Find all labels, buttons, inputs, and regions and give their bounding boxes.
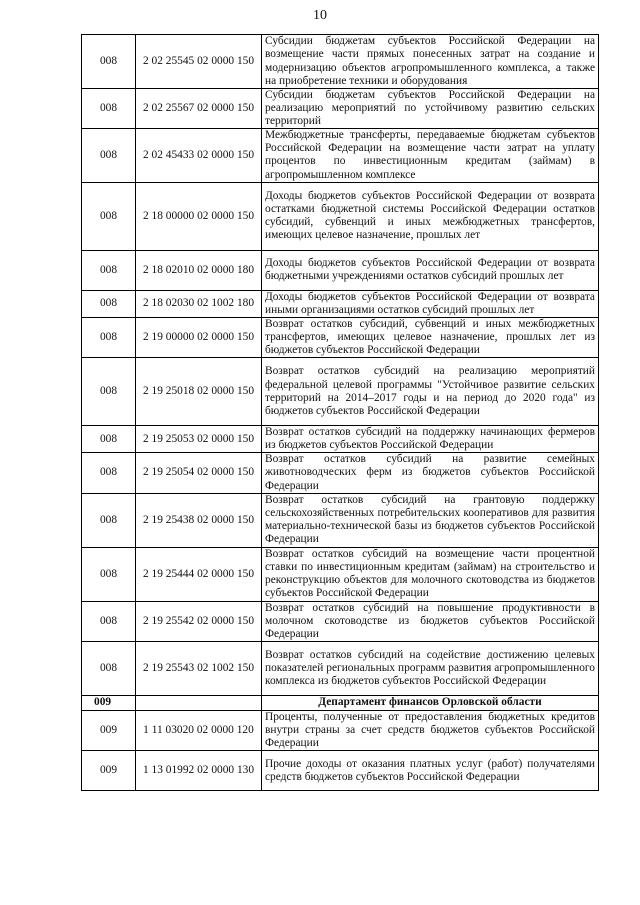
table-row <box>82 710 599 750</box>
revenue-description-cell: Департамент финансов Орловской области <box>262 695 599 710</box>
revenue-description-cell: Возврат остатков субсидий на грантовую поддержку сельскохозяйственных потребительских кооперативов для развития материально-технической базы из бюджетов субъектов Российской Федерации <box>262 493 599 547</box>
revenue-description-cell: Межбюджетные трансферты, передаваемые бюджетам субъектов Российской Федерации на возмещение части затрат на уплату процентов по инвестиционным кредитам (займам) в агропромышленном комплексе <box>262 129 599 182</box>
admin-code-cell: 008 <box>82 317 136 357</box>
table-row <box>82 317 599 357</box>
admin-code-cell: 009 <box>82 695 136 710</box>
revenue-code-cell: 2 19 00000 02 0000 150 <box>136 317 262 357</box>
revenue-description-cell: Возврат остатков субсидий на реализацию мероприятий федеральной целевой программы "Устойчивое развитие сельских территорий на 2014–2017 годы и на период до 2020 года" из бюджетов субъектов Российской Федерации <box>262 358 599 426</box>
page-number: 10 <box>313 8 327 23</box>
revenue-description-cell: Возврат остатков субсидий на содействие достижению целевых показателей региональных программ развития агропромышленного комплекса из бюджетов субъектов Российской Федерации <box>262 641 599 695</box>
table-row <box>82 601 599 641</box>
admin-code-cell: 008 <box>82 290 136 317</box>
admin-code-cell: 008 <box>82 182 136 250</box>
revenue-description-cell: Доходы бюджетов субъектов Российской Федерации от возврата бюджетными учреждениями остатков субсидий прошлых лет <box>262 250 599 290</box>
revenue-codes-table <box>81 34 599 791</box>
revenue-codes-body <box>82 35 599 791</box>
revenue-description-cell: Возврат остатков субсидий на возмещение части процентной ставки по инвестиционным кредитам (займам) на строительство и реконструкцию объектов для молочного скотоводства из бюджетов субъектов Российской Федерации <box>262 547 599 601</box>
admin-code-cell: 008 <box>82 426 136 453</box>
revenue-code-cell: 2 18 02010 02 0000 180 <box>136 250 262 290</box>
table-row <box>82 493 599 547</box>
table-row <box>82 129 599 182</box>
revenue-description-cell: Возврат остатков субсидий, субвенций и иных межбюджетных трансфертов, имеющих целевое назначение, прошлых лет из бюджетов субъектов Российской Федерации <box>262 317 599 357</box>
admin-code-cell: 008 <box>82 250 136 290</box>
revenue-code-cell: 2 18 02030 02 1002 180 <box>136 290 262 317</box>
table-row <box>82 290 599 317</box>
revenue-code-cell: 2 19 25438 02 0000 150 <box>136 493 262 547</box>
revenue-code-cell: 2 19 25053 02 0000 150 <box>136 426 262 453</box>
table-row <box>82 358 599 426</box>
revenue-code-cell: 1 11 03020 02 0000 120 <box>136 710 262 750</box>
revenue-code-cell <box>136 695 262 710</box>
admin-code-cell: 008 <box>82 547 136 601</box>
table-row <box>82 547 599 601</box>
revenue-description-cell: Субсидии бюджетам субъектов Российской Федерации на возмещение части прямых понесенных затрат на создание и модернизацию объектов агропромышленного комплекса, а также на приобретение техники и оборудования <box>262 35 599 89</box>
table-row <box>82 426 599 453</box>
revenue-description-cell: Доходы бюджетов субъектов Российской Федерации от возврата иными организациями остатков субсидий прошлых лет <box>262 290 599 317</box>
table-row <box>82 89 599 129</box>
admin-code-cell: 009 <box>82 710 136 750</box>
admin-code-cell: 008 <box>82 358 136 426</box>
revenue-code-cell: 1 13 01992 02 0000 130 <box>136 751 262 791</box>
admin-code-cell: 008 <box>82 601 136 641</box>
admin-code-cell: 009 <box>82 751 136 791</box>
table-row <box>82 250 599 290</box>
table-row <box>82 641 599 695</box>
revenue-code-cell: 2 19 25543 02 1002 150 <box>136 641 262 695</box>
admin-code-cell: 008 <box>82 89 136 129</box>
admin-code-cell: 008 <box>82 493 136 547</box>
revenue-description-cell: Проценты, полученные от предоставления бюджетных кредитов внутри страны за счет средств бюджетов субъектов Российской Федерации <box>262 710 599 750</box>
department-row <box>82 695 599 710</box>
table-row <box>82 751 599 791</box>
revenue-description-cell: Субсидии бюджетам субъектов Российской Федерации на реализацию мероприятий по устойчивому развитию сельских территорий <box>262 89 599 129</box>
revenue-code-cell: 2 19 25018 02 0000 150 <box>136 358 262 426</box>
revenue-description-cell: Возврат остатков субсидий на развитие семейных животноводческих ферм из бюджетов субъектов Российской Федерации <box>262 453 599 493</box>
admin-code-cell: 008 <box>82 35 136 89</box>
revenue-description-cell: Прочие доходы от оказания платных услуг (работ) получателями средств бюджетов субъектов Российской Федерации <box>262 751 599 791</box>
revenue-code-cell: 2 02 25545 02 0000 150 <box>136 35 262 89</box>
revenue-code-cell: 2 18 00000 02 0000 150 <box>136 182 262 250</box>
table-row <box>82 453 599 493</box>
revenue-code-cell: 2 19 25444 02 0000 150 <box>136 547 262 601</box>
revenue-code-cell: 2 19 25542 02 0000 150 <box>136 601 262 641</box>
admin-code-cell: 008 <box>82 641 136 695</box>
admin-code-cell: 008 <box>82 453 136 493</box>
revenue-description-cell: Возврат остатков субсидий на повышение продуктивности в молочном скотоводстве из бюджетов субъектов Российской Федерации <box>262 601 599 641</box>
table-row <box>82 35 599 89</box>
revenue-code-cell: 2 19 25054 02 0000 150 <box>136 453 262 493</box>
revenue-description-cell: Доходы бюджетов субъектов Российской Федерации от возврата остатками бюджетной системы Российской Федерации остатков субсидий, субвенций и иных межбюджетных трансфертов, имеющих целевое назначение, прошлых лет <box>262 182 599 250</box>
revenue-code-cell: 2 02 25567 02 0000 150 <box>136 89 262 129</box>
table-row <box>82 182 599 250</box>
revenue-code-cell: 2 02 45433 02 0000 150 <box>136 129 262 182</box>
admin-code-cell: 008 <box>82 129 136 182</box>
revenue-description-cell: Возврат остатков субсидий на поддержку начинающих фермеров из бюджетов субъектов Российской Федерации <box>262 426 599 453</box>
